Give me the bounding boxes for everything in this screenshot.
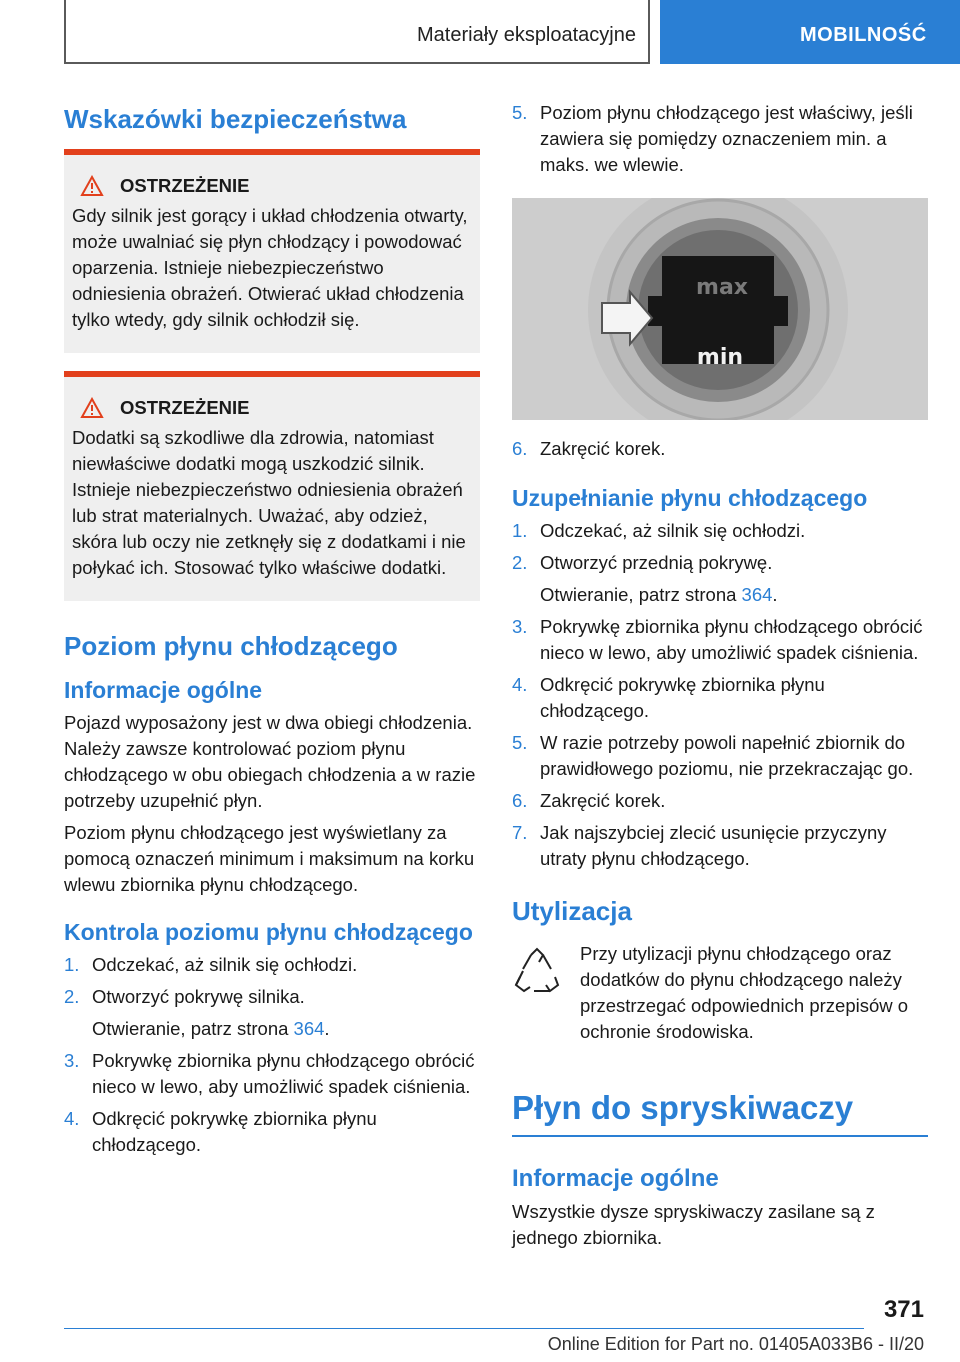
refill-heading: Uzupełnianie płynu chłodzącego (512, 485, 868, 511)
page-reference-note: Otwieranie, patrz strona 364. (540, 584, 778, 605)
general-paragraph-2: Poziom płynu chłodzącego jest wyświetlany za pomocą oznaczeń minimum i maksimum na korku wlewu zbiornika płynu chłodzącego. (64, 822, 475, 895)
check-steps-list-cont (64, 1048, 480, 1158)
list-item: 4. Odkręcić pokrywkę zbiornika płynu chłodzącego. (64, 1108, 377, 1155)
list-item: 6. Zakręcić korek. (512, 790, 666, 811)
list-item: 3. Pokrywkę zbiornika płynu chłodzącego obrócić nieco w lewo, aby umożliwić spadek ciśnienia. (64, 1050, 475, 1097)
list-item: 1. Odczekać, aż silnik się ochłodzi. (64, 954, 358, 975)
list-item: 4. Odkręcić pokrywkę zbiornika płynu chłodzącego. (512, 674, 825, 721)
check-steps-list (64, 952, 480, 1010)
left-column (64, 100, 480, 1164)
warning-triangle-icon (80, 175, 104, 197)
washer-text: Wszystkie dysze spryskiwaczy zasilane są z jednego zbiornika. (512, 1201, 875, 1248)
edition-note: Online Edition for Part no. 01405A033B6 - II/20 (547, 1334, 924, 1354)
list-item: 3. Pokrywkę zbiornika płynu chłodzącego obrócić nieco w lewo, aby umożliwić spadek ciśnienia. (512, 616, 923, 663)
refill-steps-list-cont (512, 614, 928, 872)
list-item: 5. Poziom płynu chłodzącego jest właściwy, jeśli zawiera się pomiędzy oznaczeniem min. a maks. we wlewie. (512, 102, 913, 175)
check-steps-list-cont3 (512, 436, 928, 462)
right-column (512, 100, 928, 1257)
coolant-cap-illustration (512, 198, 928, 420)
warning-label: OSTRZEŻENIE (120, 397, 250, 418)
list-item: 1. Odczekać, aż silnik się ochłodzi. (512, 520, 806, 541)
header-chapter-tab[interactable]: MOBILNOŚĆ (660, 0, 960, 64)
page-link[interactable]: 364 (741, 584, 773, 605)
warning-triangle-icon (80, 397, 104, 419)
warning-box-2 (64, 371, 480, 601)
list-item: 7. Jak najszybciej zlecić usunięcie przyczyny utraty płynu chłodzącego. (512, 822, 887, 869)
check-steps-list-cont2 (512, 100, 928, 178)
general-info-heading: Informacje ogólne (64, 677, 263, 703)
recycle-icon (512, 947, 562, 997)
disposal-text: Przy utylizacji płynu chłodzącego oraz dodatków do płynu chłodzącego należy przestrzegać odpowiednich przepisów o ochronie środowiska. (580, 943, 909, 1042)
page-reference-note: Otwieranie, patrz strona 364. (92, 1018, 330, 1039)
header-section-title: Materiały eksploatacyjne (417, 24, 636, 46)
washer-general-heading: Informacje ogólne (512, 1165, 719, 1192)
page-link[interactable]: 364 (293, 1018, 325, 1039)
list-item: 6. Zakręcić korek. (512, 438, 666, 459)
warning-box-1 (64, 149, 480, 353)
check-level-heading: Kontrola poziomu płynu chłodzącego (64, 919, 473, 945)
footer-divider (64, 1328, 864, 1329)
coolant-level-heading: Poziom płynu chłodzącego (64, 631, 398, 661)
general-paragraph-1: Pojazd wyposażony jest w dwa obiegi chłodzenia. Należy zawsze kontrolować poziom płynu chłodzącego w obu obiegach chłodzenia a w razie potrzeby uzupełnić płyn. (64, 712, 476, 811)
warning-label: OSTRZEŻENIE (120, 175, 250, 196)
list-item: 2. Otworzyć pokrywę silnika. (64, 986, 305, 1007)
page-number: 371 (883, 1296, 924, 1323)
disposal-note (512, 941, 928, 1045)
washer-fluid-heading: Płyn do spryskiwaczy (512, 1089, 928, 1137)
warning-text: Gdy silnik jest gorący i układ chłodzenia otwarty, może uwalniać się płyn chłodzący i powodować oparzenia. Istnieje niebezpieczeństwo odniesienia obrażeń. Otwierać układ chłodzenia tylko wtedy, gdy silnik ochłodził się. (72, 205, 468, 330)
coolant-cap-photo (512, 198, 928, 420)
svg-text:max: max (696, 275, 748, 300)
safety-heading: Wskazówki bezpieczeństwa (64, 104, 407, 134)
refill-steps-list (512, 518, 928, 576)
warning-text: Dodatki są szkodliwe dla zdrowia, natomiast niewłaściwe dodatki mogą uszkodzić silnik. Istnieje niebezpieczeństwo odniesienia obrażeń lub strat materialnych. Uważać, aby odzież, skóra lub oczy nie zetknęły się z dodatkami i nie połykać ich. Stosować tylko właściwe dodatki. (72, 427, 466, 578)
svg-text:min: min (696, 345, 744, 370)
list-item: 2. Otworzyć przednią pokrywę. (512, 552, 773, 573)
list-item: 5. W razie potrzeby powoli napełnić zbiornik do prawidłowego poziomu, nie przekraczając go. (512, 732, 914, 779)
disposal-heading: Utylizacja (512, 896, 632, 926)
